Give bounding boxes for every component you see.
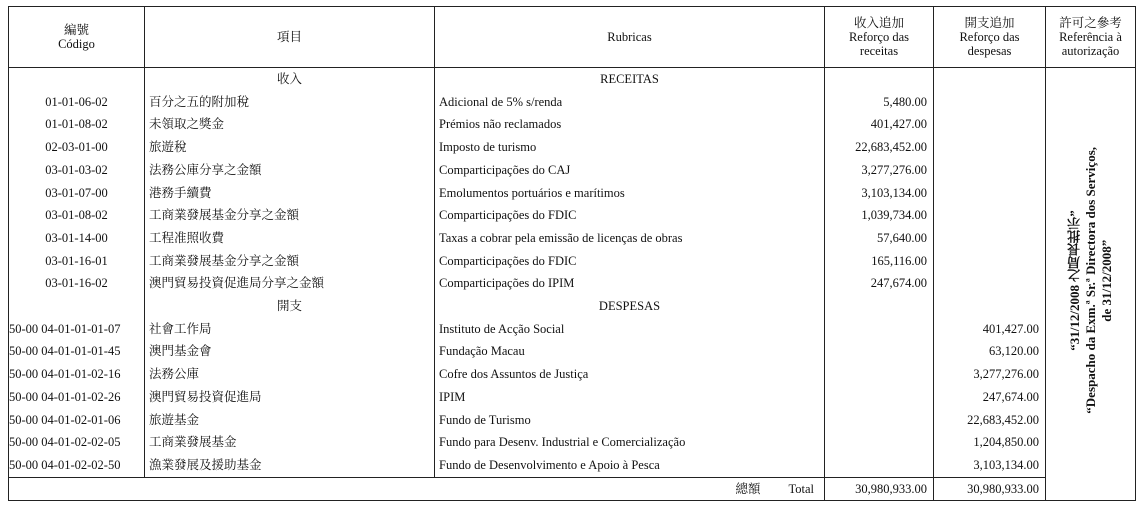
table-row (9, 182, 1136, 205)
row-receita-amount: 57,640.00 (825, 227, 934, 250)
row-despesa-amount: 3,277,276.00 (934, 363, 1046, 386)
row-code: 50-00 04-01-01-02-26 (9, 386, 145, 409)
row-item-zh: 工程准照收費 (145, 227, 435, 250)
section-despesas-row (9, 295, 1136, 318)
row-despesa-amount: 63,120.00 (934, 340, 1046, 363)
section-despesas-zh: 開支 (145, 295, 435, 318)
row-rubrica: Taxas a cobrar pela emissão de licenças de obras (435, 227, 825, 250)
header-receitas (825, 7, 934, 68)
table-row (9, 250, 1136, 273)
row-code: 50-00 04-01-02-01-06 (9, 409, 145, 432)
row-receita-amount: 165,116.00 (825, 250, 934, 273)
row-item-zh: 澳門基金會 (145, 340, 435, 363)
header-codigo-pt: Código (58, 37, 95, 51)
row-item-zh: 百分之五的附加稅 (145, 91, 435, 114)
row-item-zh: 港務手續費 (145, 182, 435, 205)
row-rubrica: Adicional de 5% s/renda (435, 91, 825, 114)
row-despesa-amount: 22,683,452.00 (934, 409, 1046, 432)
row-item-zh: 社會工作局 (145, 318, 435, 341)
table-row (9, 272, 1136, 295)
header-auth-pt: Referência à autorização (1059, 30, 1122, 58)
table-row (9, 136, 1136, 159)
row-code: 03-01-03-02 (9, 159, 145, 182)
row-item-zh: 旅遊基金 (145, 409, 435, 432)
table-row (9, 159, 1136, 182)
row-code: 50-00 04-01-02-02-50 (9, 454, 145, 477)
table-row (9, 454, 1136, 477)
row-despesa-amount: 401,427.00 (934, 318, 1046, 341)
row-receita-amount: 401,427.00 (825, 113, 934, 136)
row-rubrica: Comparticipações do CAJ (435, 159, 825, 182)
row-item-zh: 未領取之獎金 (145, 113, 435, 136)
header-despesas-zh: 開支追加 (964, 16, 1015, 30)
total-receitas: 30,980,933.00 (825, 477, 934, 500)
header-despesas (934, 7, 1046, 68)
row-item-zh: 澳門貿易投資促進局 (145, 386, 435, 409)
table-row (9, 204, 1136, 227)
row-despesa-amount: 3,103,134.00 (934, 454, 1046, 477)
row-code: 03-01-16-02 (9, 272, 145, 295)
row-item-zh: 旅遊稅 (145, 136, 435, 159)
table-row (9, 431, 1136, 454)
header-auth-zh: 許可之參考 (1059, 16, 1122, 30)
row-code: 03-01-08-02 (9, 204, 145, 227)
row-rubrica: Imposto de turismo (435, 136, 825, 159)
row-code: 03-01-14-00 (9, 227, 145, 250)
section-despesas-pt: DESPESAS (435, 295, 825, 318)
row-despesa-amount: 1,204,850.00 (934, 431, 1046, 454)
row-rubrica: Fundação Macau (435, 340, 825, 363)
row-rubrica: IPIM (435, 386, 825, 409)
row-item-zh: 工商業發展基金分享之金額 (145, 204, 435, 227)
table-row (9, 386, 1136, 409)
header-receitas-zh: 收入追加 (853, 16, 904, 30)
section-receitas-zh: 收入 (145, 68, 435, 91)
row-item-zh: 工商業發展基金 (145, 431, 435, 454)
row-receita-amount: 247,674.00 (825, 272, 934, 295)
row-code: 50-00 04-01-01-01-45 (9, 340, 145, 363)
table-row (9, 91, 1136, 114)
table-row (9, 318, 1136, 341)
table-row (9, 409, 1136, 432)
budget-document (8, 6, 1135, 498)
header-rubricas: Rubricas (435, 7, 825, 68)
table-row (9, 363, 1136, 386)
budget-table (8, 6, 1136, 501)
row-code: 01-01-06-02 (9, 91, 145, 114)
row-receita-amount: 1,039,734.00 (825, 204, 934, 227)
row-receita-amount: 3,103,134.00 (825, 182, 934, 205)
row-code: 50-00 04-01-01-01-07 (9, 318, 145, 341)
total-row (9, 477, 1136, 500)
section-receitas-pt: RECEITAS (435, 68, 825, 91)
row-code: 03-01-16-01 (9, 250, 145, 273)
row-code: 50-00 04-01-02-02-05 (9, 431, 145, 454)
row-rubrica: Instituto de Acção Social (435, 318, 825, 341)
row-rubrica: Fundo de Desenvolvimento e Apoio à Pesca (435, 454, 825, 477)
section-receitas-row (9, 68, 1136, 91)
header-despesas-pt: Reforço das despesas (959, 30, 1020, 58)
row-rubrica: Emolumentos portuários e marítimos (435, 182, 825, 205)
header-receitas-pt: Reforço das receitas (848, 30, 910, 58)
authorization-line2: “Despacho da Exm.ª Sr.ª Directora dos Serviços, (1082, 146, 1098, 414)
row-rubrica: Comparticipações do FDIC (435, 250, 825, 273)
table-row (9, 113, 1136, 136)
table-row (9, 340, 1136, 363)
row-code: 01-01-08-02 (9, 113, 145, 136)
header-item: 項目 (145, 7, 435, 68)
header-authorization (1046, 7, 1136, 68)
row-item-zh: 工商業發展基金分享之金額 (145, 250, 435, 273)
total-despesas: 30,980,933.00 (934, 477, 1046, 500)
total-label-zh: 總額 (735, 481, 761, 496)
row-receita-amount: 3,277,276.00 (825, 159, 934, 182)
header-codigo (9, 7, 145, 68)
row-receita-amount: 5,480.00 (825, 91, 934, 114)
authorization-cell (1046, 68, 1136, 501)
row-code: 03-01-07-00 (9, 182, 145, 205)
row-rubrica: Fundo de Turismo (435, 409, 825, 432)
row-despesa-amount: 247,674.00 (934, 386, 1046, 409)
row-item-zh: 澳門貿易投資促進局分享之金額 (145, 272, 435, 295)
row-receita-amount: 22,683,452.00 (825, 136, 934, 159)
authorization-line3: de 31/12/2008” (1098, 238, 1114, 321)
row-item-zh: 法務公庫分享之金額 (145, 159, 435, 182)
row-rubrica: Prémios não reclamados (435, 113, 825, 136)
total-label-pt: Total (788, 481, 814, 496)
row-rubrica: Cofre dos Assuntos de Justiça (435, 363, 825, 386)
row-item-zh: 法務公庫 (145, 363, 435, 386)
row-rubrica: Comparticipações do IPIM (435, 272, 825, 295)
row-code: 50-00 04-01-01-02-16 (9, 363, 145, 386)
authorization-text (1067, 147, 1115, 414)
row-code: 02-03-01-00 (9, 136, 145, 159)
authorization-line1: “31/12/2008 之局長批示” (1066, 209, 1082, 351)
header-row (9, 7, 1136, 68)
total-label (9, 477, 825, 500)
table-row (9, 227, 1136, 250)
row-rubrica: Fundo para Desenv. Industrial e Comercialização (435, 431, 825, 454)
header-codigo-zh: 編號 (63, 23, 89, 37)
row-rubrica: Comparticipações do FDIC (435, 204, 825, 227)
row-item-zh: 漁業發展及援助基金 (145, 454, 435, 477)
